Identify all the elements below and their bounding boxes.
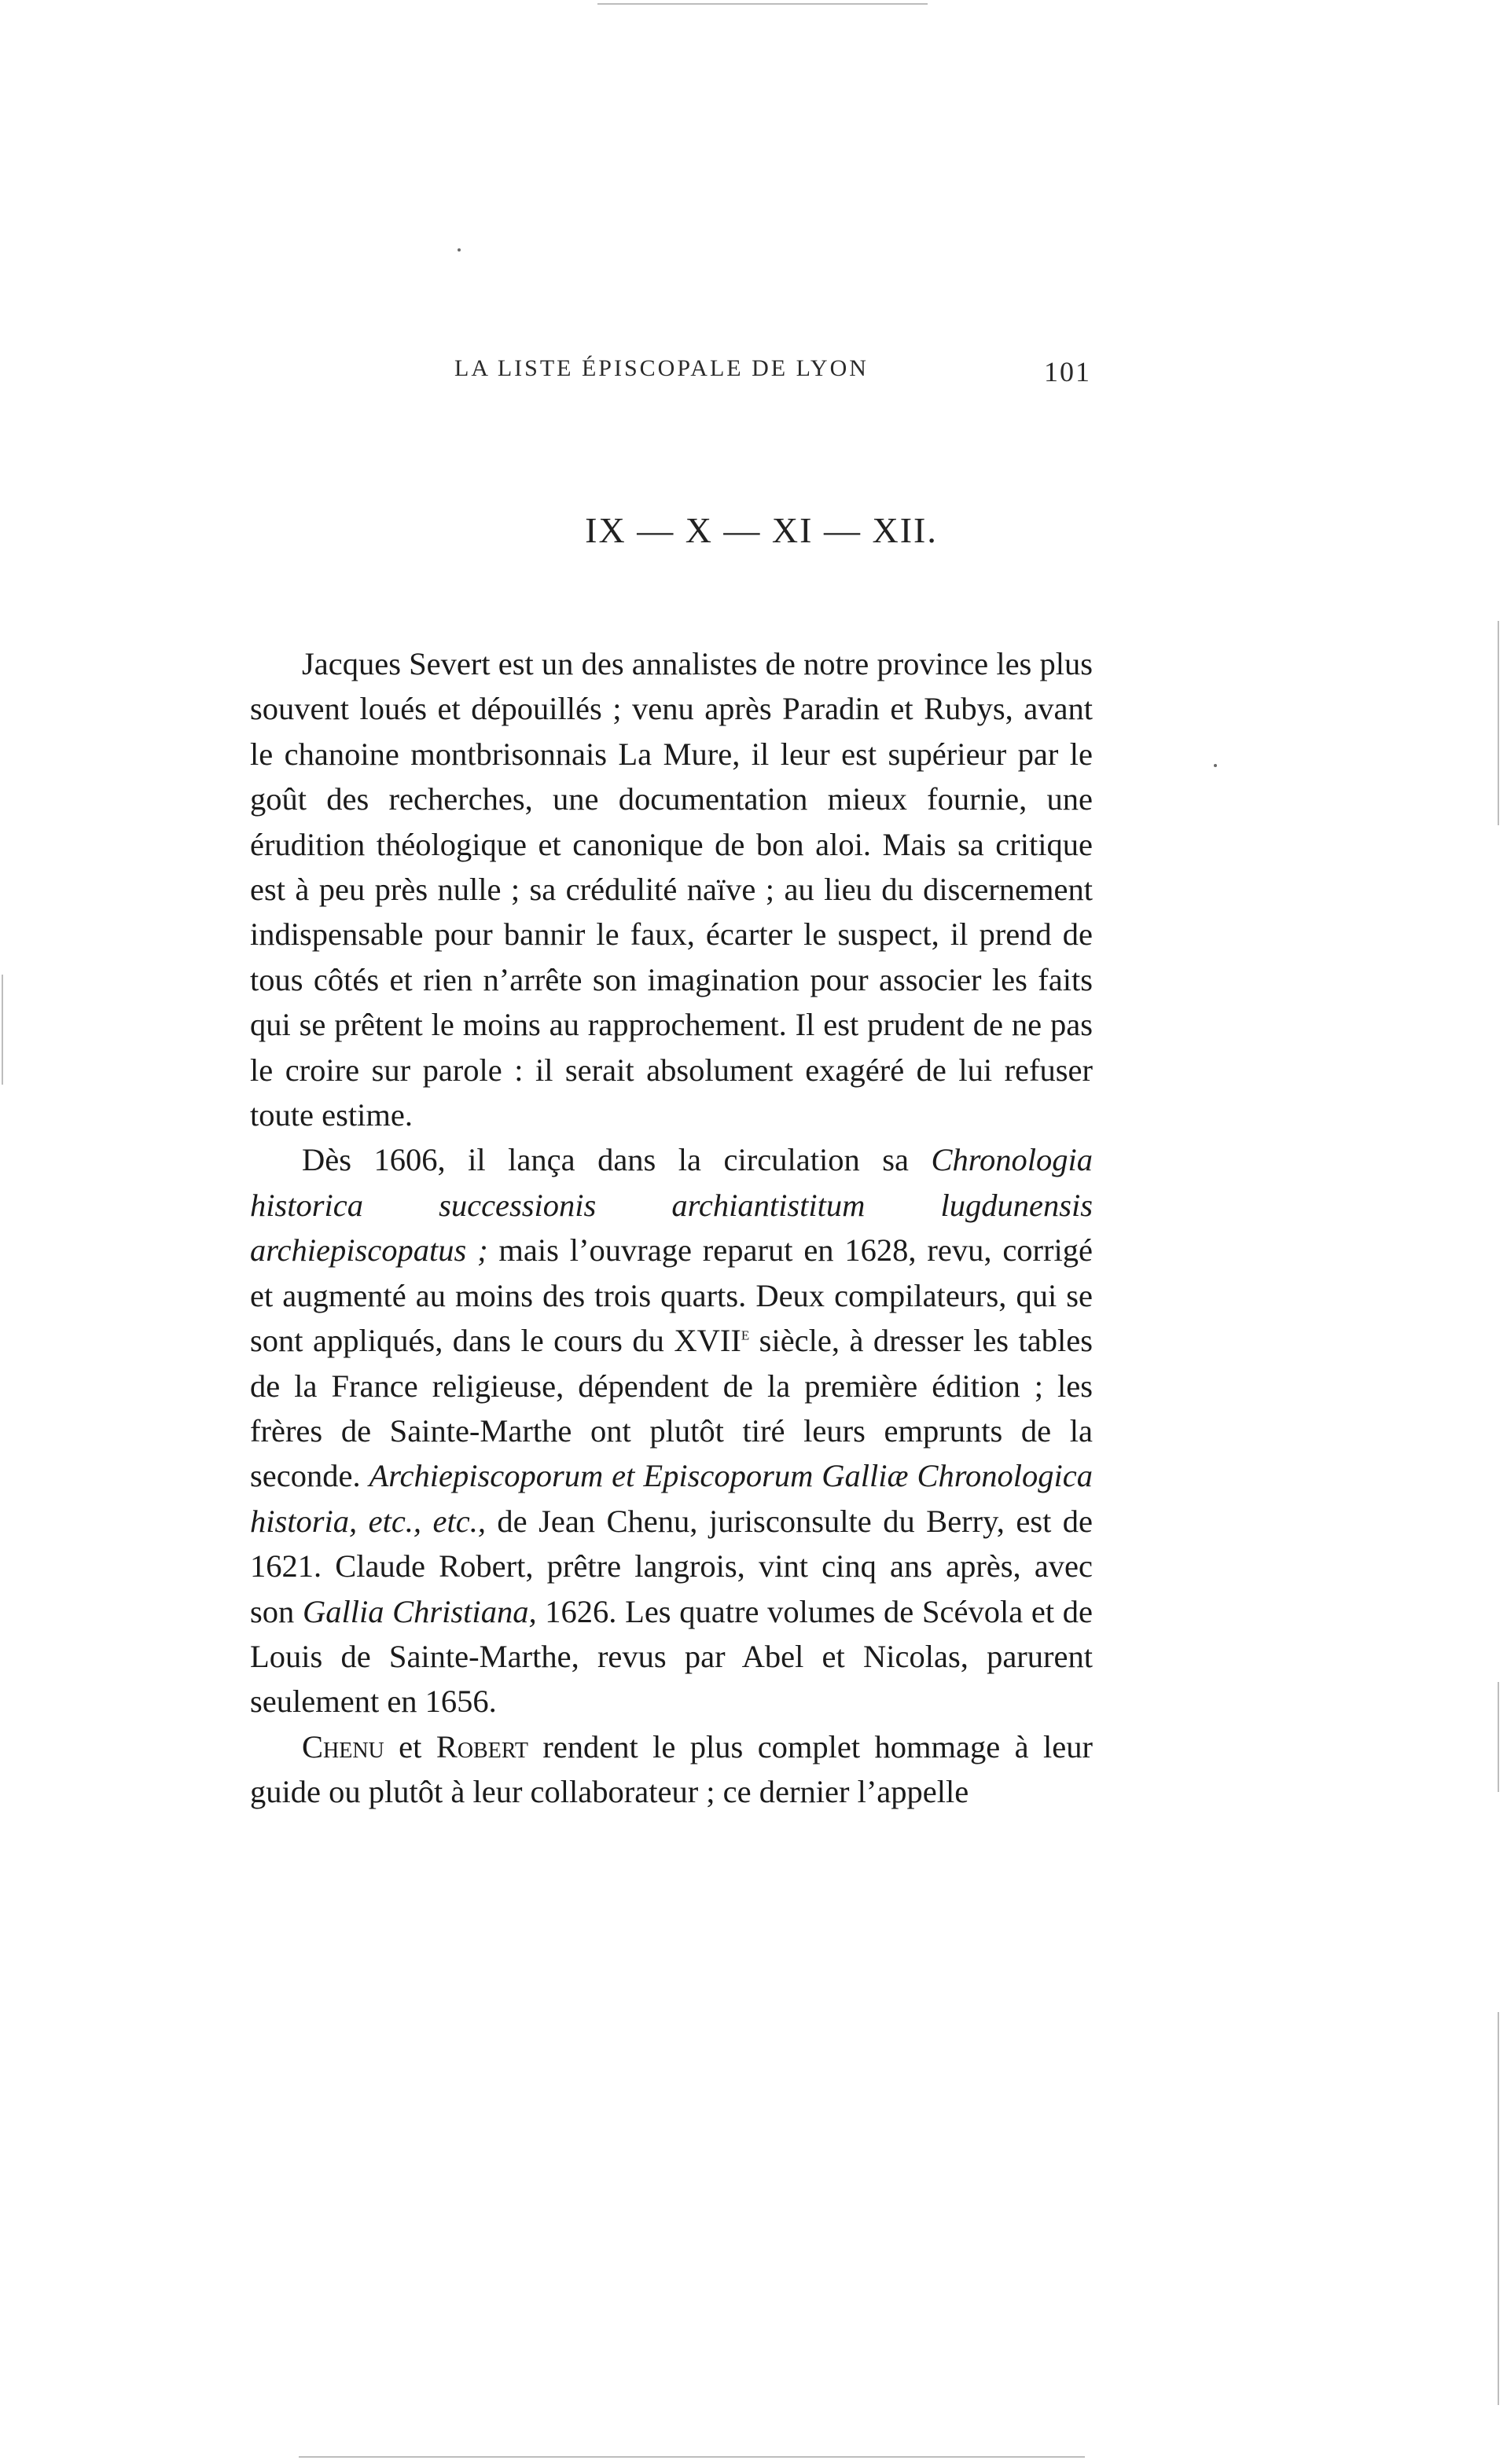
author-name-chenu: Chenu: [302, 1728, 384, 1764]
work-title-gallia-christiana: Gallia Christiana,: [302, 1593, 537, 1629]
text-segment: Dès 1606, il lança dans la circulation sa: [302, 1142, 932, 1178]
scan-speck: [1214, 764, 1217, 767]
body-text: [250, 641, 1093, 1815]
paragraph-2: [250, 1137, 1093, 1724]
scan-artifact-right-edge: [1498, 1682, 1499, 1792]
author-name-robert: Robert: [436, 1728, 528, 1764]
century-numeral: [674, 1323, 749, 1358]
work-title-chronologia: Chronologia historica successionis archiantistitum lugdunensis archiepiscopatus ;: [250, 1142, 1093, 1269]
text-segment: siècle, à dresser les tables de la France religieuse, dépendent de la première édition ; les frères de Sainte-Marthe ont plutôt tiré leurs emprunts de la seconde.: [250, 1323, 1093, 1494]
century-superscript: e: [741, 1323, 750, 1345]
text-segment: rendent le plus complet hommage à leur guide ou plutôt à leur collaborateur ; ce dernier l’appelle: [250, 1728, 1093, 1810]
scan-artifact-left-edge: [2, 975, 3, 1085]
text-segment: 1626. Les quatre volumes de Scévola et de Louis de Sainte-Marthe, revus par Abel et Nicolas, parurent seulement en 1656.: [250, 1593, 1093, 1720]
paragraph-1: Jacques Severt est un des annalistes de notre province les plus souvent loués et dépouillés ; venu après Paradin et Rubys, avant le chanoine montbrisonnais La Mure, il leur est supérieur par le goût des recherches, une documentation mieux fournie, une érudition théologique et canonique de bon aloi. Mais sa critique est à peu près nulle ; sa crédulité naïve ; au lieu du discernement indispensable pour bannir le faux, écarter le suspect, il prend de tous côtés et rien n’arrête son imagination pour associer les faits qui se prêtent le moins au rapprochement. Il est prudent de ne pas le croire sur parole : il serait absolument exagéré de lui refuser toute estime.: [250, 646, 1093, 1133]
century-roman: XVII: [674, 1323, 741, 1359]
paragraph-3: [250, 1724, 1093, 1815]
text-segment: de Jean Chenu, jurisconsulte du Berry, est de 1621. Claude Robert, prêtre langrois, vint cinq ans après, avec son: [250, 1503, 1093, 1629]
scan-artifact-right-edge: [1498, 621, 1499, 825]
running-title: LA LISTE ÉPISCOPALE DE LYON: [454, 355, 869, 381]
scan-artifact-bottom: [299, 2456, 1085, 2458]
text-segment: mais l’ouvrage reparut en 1628, revu, corrigé et augmenté au moins des trois quarts. Deux compilateurs, qui se sont appliqués, dans le cours du: [250, 1232, 1093, 1359]
work-title-archiepiscoporum: Archiepiscoporum et Episcoporum Galliæ Chronologica historia, etc., etc.,: [250, 1458, 1093, 1539]
page-number: 101: [1044, 356, 1091, 387]
scan-artifact-right-edge: [1498, 2012, 1499, 2405]
text-segment: et: [384, 1728, 436, 1764]
section-heading: IX — X — XI — XII.: [585, 510, 938, 550]
scan-speck: [458, 248, 461, 252]
scan-artifact-top: [597, 3, 928, 5]
